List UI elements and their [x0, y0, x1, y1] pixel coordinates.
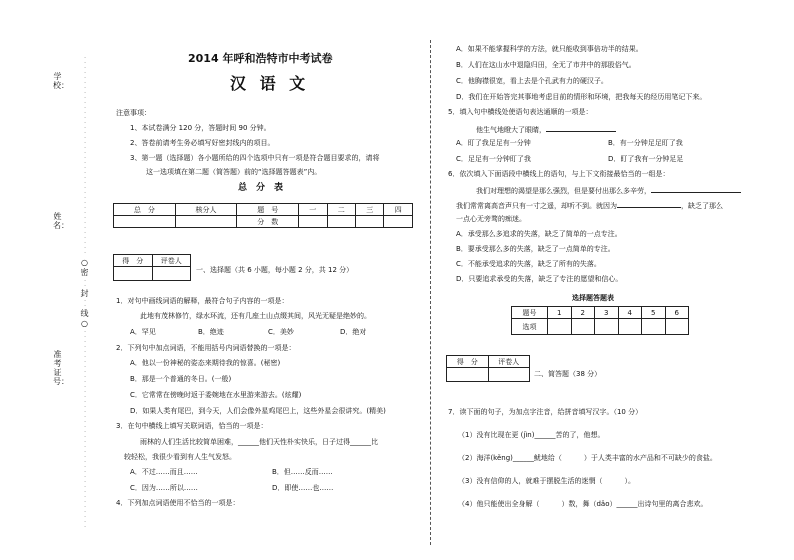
- q5-blank[interactable]: [546, 124, 616, 132]
- score-cell-1[interactable]: [299, 216, 327, 228]
- answer-cell-5[interactable]: [642, 319, 666, 335]
- binding-dots-upper: · · · · · · · · · · · · · · · · · · · · · · · · · · · · · · · · · · · · · · · ·: [84, 55, 86, 256]
- q2-stem: 2．下列句中加点词语，不能用括号内词语替换的一项是：: [116, 344, 296, 352]
- answer-table: [511, 306, 689, 335]
- q7-stem: 7．读下面的句子，为加点字注音，给拼音填写汉字。（10 分）: [448, 408, 643, 416]
- score-table-checker-header: 核分人: [175, 204, 237, 216]
- q1-sentence: 此地有茂林修竹，绿水环流，还有几座土山点缀其间，风光无疑是绝妙的。: [140, 312, 371, 320]
- answer-table-qnum-header: 题号: [512, 307, 548, 319]
- q6-line3: 一点心无旁骛的痴迷。: [456, 215, 526, 223]
- binding-dots-mid2: · ·: [84, 298, 86, 309]
- q5-sentence: 他生气地瞪大了眼睛，: [476, 124, 616, 135]
- q3-stem: 3．在句中横线上填写关联词语，恰当的一项是：: [116, 422, 268, 430]
- column-divider: [430, 40, 431, 545]
- notes-item-4: 这一选项填在第二题（简答题）前的“选择题答题表”内。: [146, 168, 322, 176]
- grader2-name-cell[interactable]: [488, 368, 530, 382]
- answer-cell-2[interactable]: [571, 319, 595, 335]
- answer-table-col-5: 5: [642, 307, 666, 319]
- q6-blank-2[interactable]: [617, 200, 681, 208]
- q7-item-3: （3）没有信仰的人，就难于摆脱生活的迷惘（ ）。: [458, 477, 635, 485]
- score-table-col-3: 三: [356, 204, 384, 216]
- answer-table-col-3: 3: [595, 307, 619, 319]
- subject-title: 汉 语 文: [230, 74, 310, 93]
- score-cell-2[interactable]: [327, 216, 355, 228]
- q3-option-a[interactable]: A．不过……而且……: [130, 468, 198, 476]
- q1-option-c[interactable]: C．美妙: [268, 328, 294, 336]
- grader-name-cell[interactable]: [152, 267, 191, 281]
- score-table-col-2: 二: [327, 204, 355, 216]
- q5-option-d[interactable]: D．盯了我有一分钟足足: [608, 155, 684, 163]
- score-table-qnum-header: 题 号: [237, 204, 299, 216]
- answer-cell-1[interactable]: [548, 319, 572, 335]
- q1-option-d[interactable]: D．绝对: [340, 328, 367, 336]
- answer-cell-3[interactable]: [595, 319, 619, 335]
- answer-table-title: 选择题答题表: [572, 294, 614, 302]
- score-cell-4[interactable]: [384, 216, 413, 228]
- grader-name-label: 评卷人: [152, 255, 191, 267]
- q6-blank-1[interactable]: [651, 185, 741, 193]
- notes-item-1: 1、本试卷满分 120 分，答题时间 90 分钟。: [130, 124, 271, 132]
- grader-box-section1: [113, 254, 191, 281]
- q3-option-d[interactable]: D．即使……也……: [272, 484, 334, 492]
- q4-stem: 4．下列加点词语使用不恰当的一项是：: [116, 499, 240, 507]
- q2-option-b[interactable]: B．那是一个普通的冬日。(一般): [130, 375, 232, 383]
- exam-title: 2014 年呼和浩特市中考试卷: [188, 52, 333, 65]
- score-checker-cell[interactable]: [175, 216, 237, 228]
- answer-table-col-1: 1: [548, 307, 572, 319]
- section2-heading: 二、简答题（38 分）: [534, 370, 602, 378]
- seal-char-xian: 线: [80, 309, 89, 318]
- seal-char-feng: 封: [80, 289, 89, 298]
- name-field-label: 姓名：: [53, 212, 69, 230]
- section1-heading: 一、选择题（共 6 小题，每小题 2 分，共 12 分）: [196, 266, 354, 274]
- grader2-name-label: 评卷人: [488, 356, 530, 368]
- score-table-total-header: 总 分: [114, 204, 176, 216]
- answer-cell-4[interactable]: [618, 319, 642, 335]
- grader2-score-label: 得 分: [447, 356, 489, 368]
- q3-option-b[interactable]: B．但……反而……: [272, 468, 333, 476]
- q4-option-d[interactable]: D．我们在开始答完其事地考虑目前的情形和环境，把我每天的经历用笔记下来。: [456, 93, 707, 101]
- notes-item-3: 3、第一题（选择题）各小题所给的四个选项中只有一项是符合题目要求的，请将: [130, 154, 380, 162]
- q1-stem: 1．对句中画线词语的解释，最符合句子内容的一项是：: [116, 297, 289, 305]
- q5-option-a[interactable]: A．盯了我足足有一分钟: [456, 139, 531, 147]
- q4-option-a[interactable]: A．如果不能掌握科学的方法，就只能收到事倍功半的结果。: [456, 45, 643, 53]
- seal-circle-top: ○: [81, 258, 88, 267]
- answer-table-col-2: 2: [571, 307, 595, 319]
- q7-item-4: （4）他只能使出全身解（ ）数，舞（dǎo）______出诗句里的离合悲欢。: [458, 500, 708, 508]
- q4-option-c[interactable]: C．他胸襟很宽，看上去是个孔武有力的硬汉子。: [456, 77, 608, 85]
- notes-heading: 注意事项：: [116, 109, 151, 117]
- binding-dots-lower: · · · · · · · · · · · · · · · · · · · · · · · · · · · · · · · · · · · · · · · ·: [84, 329, 86, 530]
- q6-option-a[interactable]: A．承受那么多追求的失落，缺乏了简单的一点专注。: [456, 230, 622, 238]
- q5-stem: 5．填入句中横线处使语句表达通顺的一项是：: [448, 108, 593, 116]
- ticket-number-field-label: 准考证号：: [53, 350, 69, 386]
- notes-item-2: 2、答卷前请考生务必填写好密封线内的项目。: [130, 139, 275, 147]
- q7-item-2: （2）海洋(kěng)______鱿地给（ ）于人类丰富的水产品和不可缺少的食盐。: [458, 454, 717, 462]
- q3-option-c[interactable]: C．因为……所以……: [130, 484, 198, 492]
- answer-table-option-label: 选项: [512, 319, 548, 335]
- grader-score-label: 得 分: [114, 255, 153, 267]
- seal-char-mi: 密: [80, 268, 89, 277]
- q6-stem: 6．依次填入下面语段中横线上的语句，与上下文衔接最恰当的一组是：: [448, 170, 670, 178]
- q5-option-b[interactable]: B．有一分钟足足盯了我: [608, 139, 683, 147]
- answer-table-col-4: 4: [618, 307, 642, 319]
- q2-option-d[interactable]: D．如果人类有尾巴，到今天，人们会像外星鸡尾巴上，这些外星会很讲究。(精美): [130, 407, 386, 415]
- q1-option-a[interactable]: A．罕见: [130, 328, 156, 336]
- grader-score-cell[interactable]: [114, 267, 153, 281]
- q2-option-a[interactable]: A．他以一份神秘的姿态来期待我的惊喜。(秘密): [130, 359, 281, 367]
- binding-dots-mid1: · ·: [84, 278, 86, 289]
- grader2-score-cell[interactable]: [447, 368, 489, 382]
- q3-line1: 雨林的人们生活比较简单困难，______他们天性朴实快乐，日子过得______比: [140, 438, 378, 446]
- q6-line1: 我们对理想的渴望是那么强烈，但是要付出那么多辛劳，: [476, 185, 741, 196]
- score-table-title: 总 分 表: [238, 183, 284, 193]
- q6-line2: 我们常常离高音声只有一寸之遥，却听不到。就因为 ，缺乏了那么: [456, 202, 723, 210]
- q4-option-b[interactable]: B．人们在这山水中退隐归田，全无了市井中的那股俗气。: [456, 61, 636, 69]
- score-cell-3[interactable]: [356, 216, 384, 228]
- score-table: [113, 203, 413, 228]
- answer-cell-6[interactable]: [665, 319, 689, 335]
- seal-circle-bottom: ○: [81, 319, 88, 328]
- q7-item-1: （1）没有比现在更 (jìn)______苦的了，他想。: [458, 431, 605, 439]
- q1-option-b[interactable]: B．绝迹: [198, 328, 224, 336]
- q6-option-d[interactable]: D．只要追求承受的失落，缺乏了专注的愿望和信心。: [456, 275, 623, 283]
- score-table-score-label: 分 数: [237, 216, 299, 228]
- q2-option-c[interactable]: C．它常常在傍晚时返于委婉地在水里游来游去。(炫耀): [130, 391, 302, 399]
- q3-line2: 较轻松，我很少看到有人生气发怒。: [124, 453, 236, 461]
- score-table-col-4: 四: [384, 204, 413, 216]
- score-table-col-1: 一: [299, 204, 327, 216]
- grader-box-section2: [446, 355, 530, 382]
- q6-option-b[interactable]: B．要承受那么多的失落，缺乏了一点简单的专注。: [456, 245, 615, 253]
- school-field-label: 学校：: [53, 72, 69, 90]
- score-total-cell[interactable]: [114, 216, 176, 228]
- q5-option-c[interactable]: C．足足有一分钟盯了我: [456, 155, 531, 163]
- q6-option-c[interactable]: C．不能承受追求的失落，缺乏了所有的失落。: [456, 260, 601, 268]
- answer-table-col-6: 6: [665, 307, 689, 319]
